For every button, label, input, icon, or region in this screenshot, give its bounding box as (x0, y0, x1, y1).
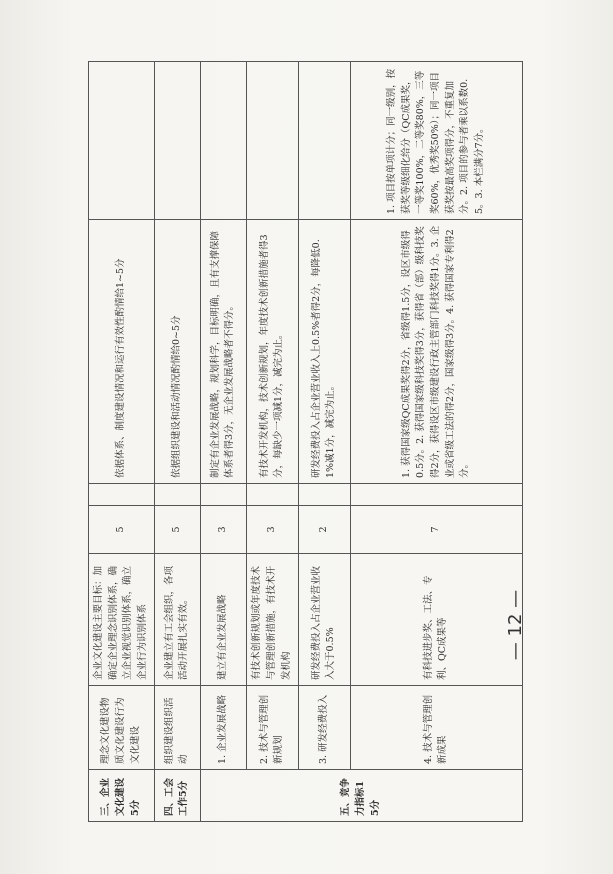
page-number (505, 560, 535, 690)
table-row (246, 62, 298, 822)
table-row (89, 62, 155, 822)
remark-cell (246, 62, 298, 220)
item-cell: 1. 企业发展战略 (200, 686, 246, 770)
score-cell: 2 (298, 506, 350, 554)
item-cell: 组织建设组织活动 (154, 686, 200, 770)
empty-cell (298, 484, 350, 506)
table-row (298, 62, 350, 822)
remark-cell (154, 62, 200, 220)
empty-cell (246, 484, 298, 506)
empty-cell (154, 484, 200, 506)
empty-cell (200, 484, 246, 506)
criteria-cell: 研发经费投入占企业营业收入上0.5%者得2分，每降低0.1%减1分，减完为止。 (298, 220, 350, 484)
remark-cell (298, 62, 350, 220)
score-cell: 7 (350, 506, 522, 554)
content-cell: 有科技进步奖、工法、专利、QC成果等 (350, 554, 522, 686)
content-cell: 研发经费投入占企业营业收入大于0.5% (298, 554, 350, 686)
item-cell: 2. 技术与管理创新规划 (246, 686, 298, 770)
score-cell: 5 (154, 506, 200, 554)
criteria-cell: 1. 获得国家级QC成果奖得2分，省级得1.5分，设区市级得0.5分。2. 获得国家级科技奖得3分，获得省（部）级科技奖得2分，获得设区市级建设行政主管部门科技奖得1分。3. 企业或省级工法的得2分，国家级得3分。4. 获得国家专利得2分。 (350, 220, 522, 484)
criteria-cell: 依据体系、制度建设情况和运行有效性酌情给1~5分 (89, 220, 155, 484)
score-cell: 3 (246, 506, 298, 554)
item-cell: 理念文化建设物质文化建设行为文化建设 (89, 686, 155, 770)
table-row (200, 62, 246, 822)
evaluation-table (88, 61, 523, 822)
empty-cell (350, 484, 522, 506)
table-row (154, 62, 200, 822)
item-cell: 3. 研发经费投入 (298, 686, 350, 770)
table-row (350, 62, 522, 822)
remark-cell (200, 62, 246, 220)
criteria-cell: 有技术开发机构，技术创新规划，年度技术创新措施者得3分，每缺少一项减1分，减完为止。 (246, 220, 298, 484)
score-cell: 5 (89, 506, 155, 554)
criteria-cell: 制定有企业发展战略，规划科学，目标明确，且有支撑保障体系者得3分，无企业发展战略者不得分。 (200, 220, 246, 484)
score-cell: 3 (200, 506, 246, 554)
page-number-text: — 12 — (505, 589, 526, 661)
remark-cell: 1. 项目按单项计分；同一级别，按获奖等级细化给分（QC成果奖，一等奖100%，二等奖80%，三等奖60%，优秀奖50%）；同一项目获奖按最高奖项得分，不重复加分。2. 项目的参与者乘以系数0.5。3. 本栏满分7分。 (350, 62, 522, 220)
content-cell: 有技术创新规划或年度技术与管理创新措施，有技术开发机构 (246, 554, 298, 686)
remark-cell (89, 62, 155, 220)
evaluation-table-frame (88, 62, 518, 822)
content-cell: 企业文化建设主要目标：加确定企业理念识别体系，确立企业视觉识别体系，确立企业行为识别体系 (89, 554, 155, 686)
criteria-cell: 依据组织建设和活动情况酌情给0~5分 (154, 220, 200, 484)
category-cell: 四、工会工作5分 (154, 770, 200, 822)
item-cell: 4. 技术与管理创新成果 (350, 686, 522, 770)
category-cell: 五、竞争力指标15分 (200, 770, 522, 822)
content-cell: 企业建立有工会组织，各项活动开展扎实有效。 (154, 554, 200, 686)
category-cell: 三、企业文化建设5分 (89, 770, 155, 822)
content-cell: 建立有企业发展战略 (200, 554, 246, 686)
empty-cell (89, 484, 155, 506)
